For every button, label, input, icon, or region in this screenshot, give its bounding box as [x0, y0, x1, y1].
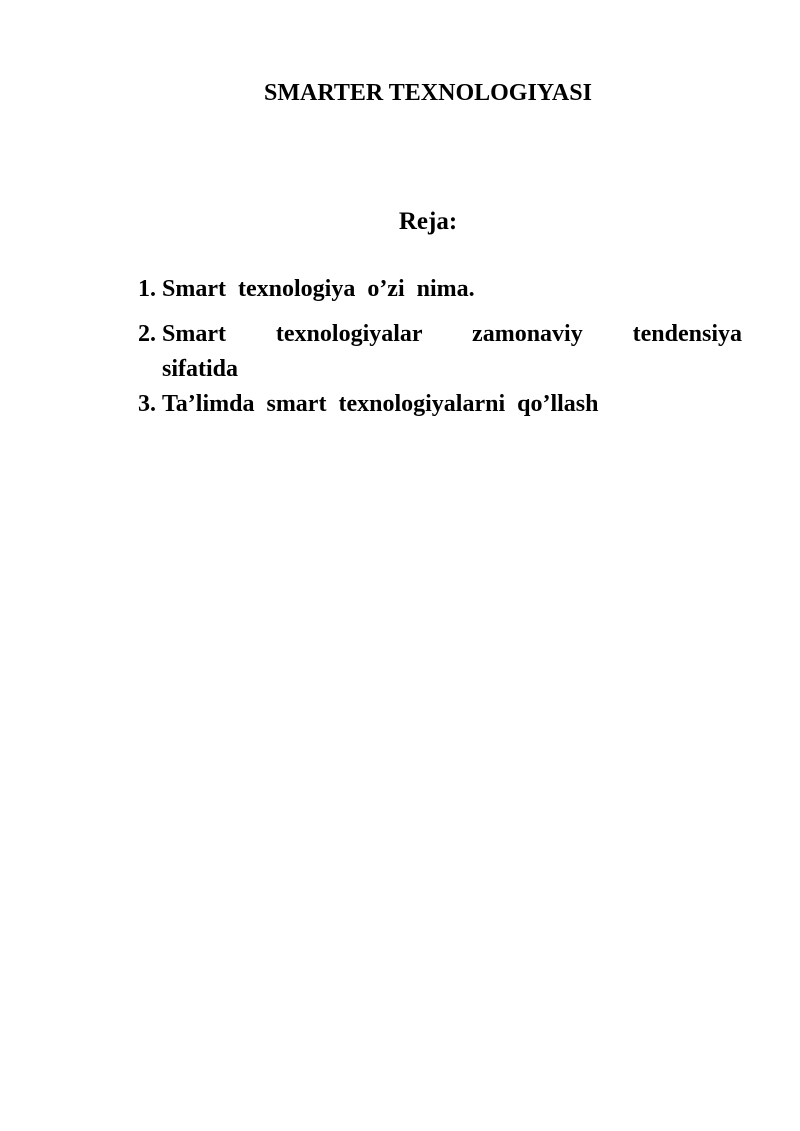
plan-item-3 — [138, 387, 742, 422]
plan-item-number: 3. — [138, 391, 156, 417]
document-title: SMARTER TEXNOLOGIYASI — [264, 80, 592, 106]
plan-item-2 — [138, 317, 742, 387]
plan-item-text — [162, 317, 742, 387]
plan-item-1 — [138, 274, 742, 304]
plan-item-text: Ta’limda smart texnologiyalarni qo’llash — [162, 391, 599, 417]
plan-item-number: 2. — [138, 321, 156, 347]
plan-list — [138, 274, 742, 422]
plan-heading: Reja: — [398, 208, 458, 235]
plan-item-text-line-2: sifatida — [162, 356, 239, 382]
plan-item-number: 1. — [138, 276, 156, 302]
plan-item-text: Smart texnologiya o’zi nima. — [162, 276, 475, 302]
plan-item-text-line-1: Smart texnologiyalar zamonaviy tendensiya — [162, 321, 742, 347]
